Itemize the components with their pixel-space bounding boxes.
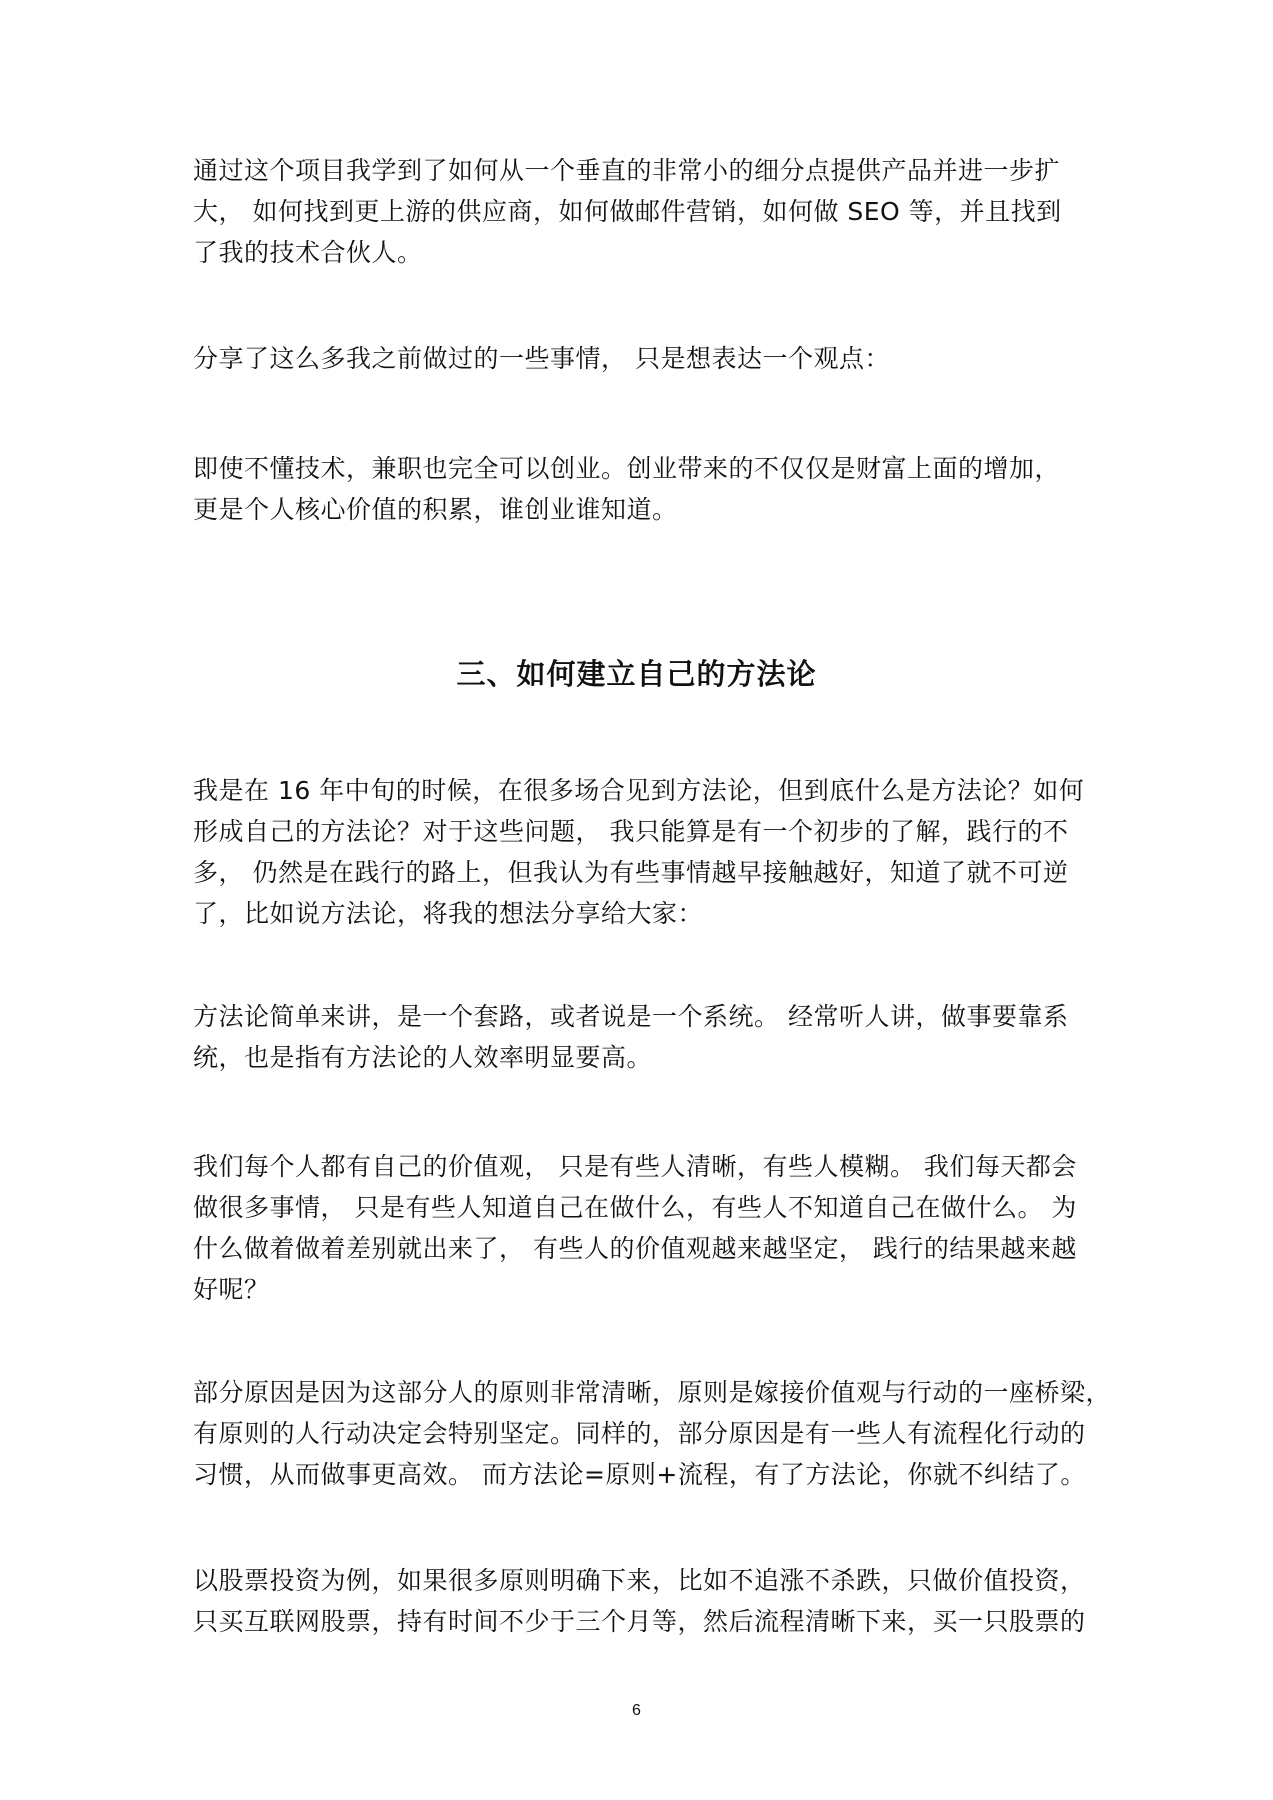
- text-line: 好呢？: [193, 1275, 270, 1304]
- text-line: 有原则的人行动决定会特别坚定。同样的，部分原因是有一些人有流程化行动的: [193, 1419, 1086, 1448]
- text-line: 了我的技术合伙人。: [193, 238, 423, 267]
- page-number: 6: [632, 1702, 641, 1719]
- text-line: 习惯，从而做事更高效。 而方法论=原则+流程，有了方法论，你就不纠结了。: [193, 1460, 1086, 1489]
- text-line: 只买互联网股票，持有时间不少于三个月等，然后流程清晰下来，买一只股票的: [193, 1607, 1086, 1636]
- paragraph-stock-example: [193, 1560, 1093, 1642]
- text-line: 方法论简单来讲，是一个套路，或者说是一个系统。 经常听人讲，做事要靠系: [193, 1002, 1069, 1031]
- text-line: 部分原因是因为这部分人的原则非常清晰，原则是嫁接价值观与行动的一座桥梁，: [193, 1378, 1112, 1407]
- paragraph-viewpoint: [193, 448, 1093, 530]
- text-line: 形成自己的方法论？对于这些问题， 我只能算是有一个初步的了解，践行的不: [193, 817, 1069, 846]
- text-line: 即使不懂技术，兼职也完全可以创业。创业带来的不仅仅是财富上面的增加，: [193, 454, 1061, 483]
- paragraph-methodology-definition: [193, 996, 1093, 1078]
- text-line: 大， 如何找到更上游的供应商，如何做邮件营销，如何做 SEO 等，并且找到: [193, 197, 1062, 226]
- text-line: 更是个人核心价值的积累，谁创业谁知道。: [193, 495, 678, 524]
- text-line: 我们每个人都有自己的价值观， 只是有些人清晰，有些人模糊。 我们每天都会: [193, 1152, 1077, 1181]
- text-line: 统，也是指有方法论的人效率明显要高。: [193, 1043, 653, 1072]
- paragraph-principles: [193, 1372, 1112, 1495]
- text-line: 什么做着做着差别就出来了， 有些人的价值观越来越坚定， 践行的结果越来越: [193, 1234, 1077, 1263]
- text-line: 我是在 16 年中旬的时候，在很多场合见到方法论，但到底什么是方法论？如何: [193, 776, 1085, 805]
- text-line: 分享了这么多我之前做过的一些事情， 只是想表达一个观点：: [193, 344, 890, 373]
- text-line: 通过这个项目我学到了如何从一个垂直的非常小的细分点提供产品并进一步扩: [193, 156, 1061, 185]
- text-line: 做很多事情， 只是有些人知道自己在做什么，有些人不知道自己在做什么。 为: [193, 1193, 1077, 1222]
- text-line: 了，比如说方法论，将我的想法分享给大家：: [193, 899, 704, 928]
- paragraph-methodology-intro: [193, 770, 1093, 934]
- paragraph-project-lessons: [193, 150, 1093, 273]
- paragraph-values: [193, 1146, 1093, 1310]
- text-line: 以股票投资为例，如果很多原则明确下来，比如不追涨不杀跌，只做价值投资，: [193, 1566, 1086, 1595]
- text-line: 多， 仍然是在践行的路上，但我认为有些事情越早接触越好，知道了就不可逆: [193, 858, 1069, 887]
- paragraph-viewpoint-intro: [193, 338, 1093, 379]
- section-heading: 三、如何建立自己的方法论: [456, 657, 817, 691]
